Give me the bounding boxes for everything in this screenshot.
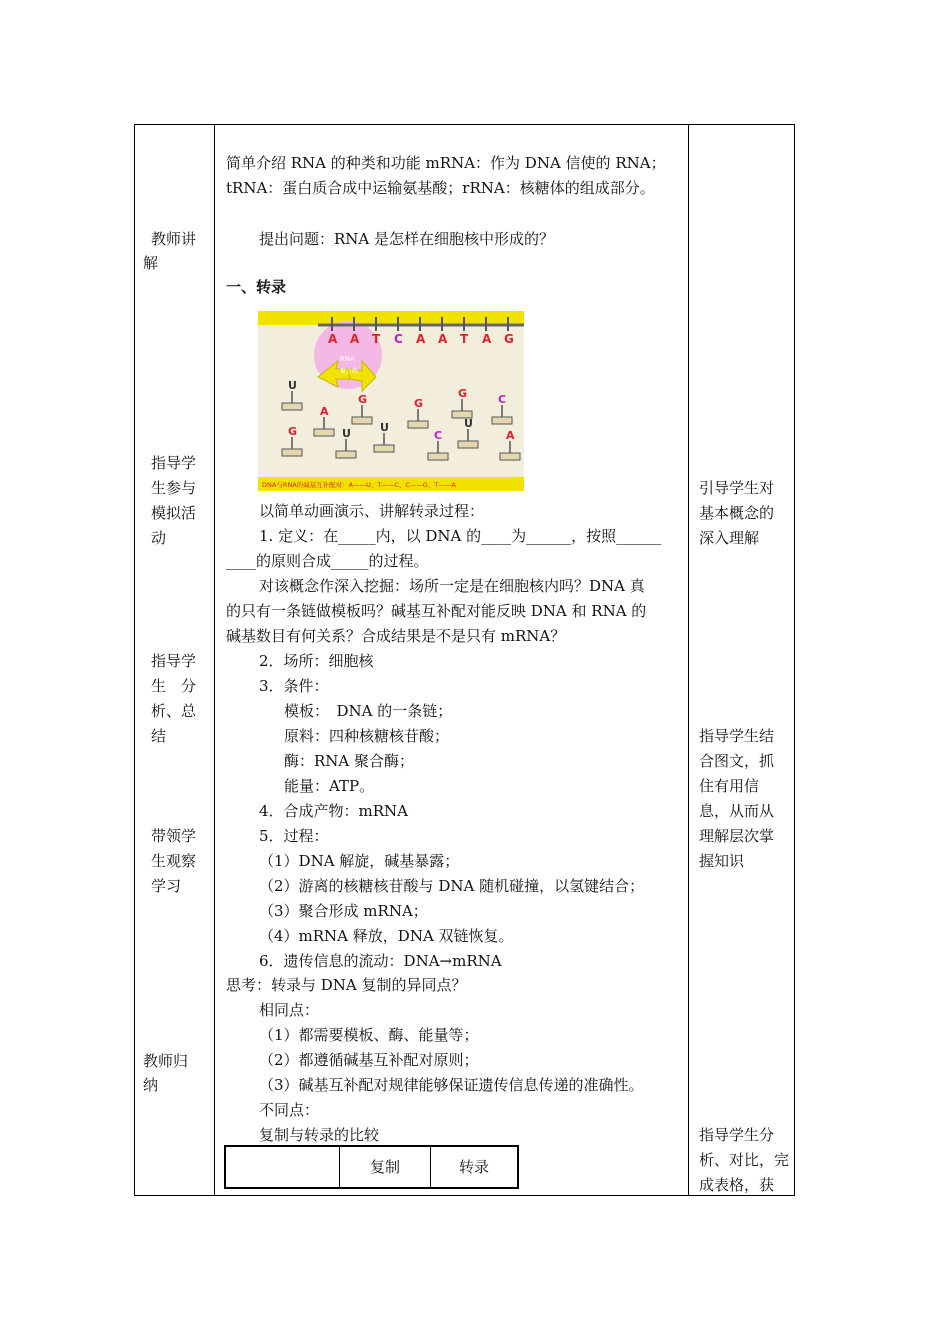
process-step-1: （1）DNA 解旋，碱基暴露； — [259, 852, 460, 870]
left-label-lead-observe-2: 生观察 — [151, 852, 197, 870]
definition-line-1: 1. 定义：在_____内，以 DNA 的____为______，按照______ — [259, 527, 662, 545]
section-title: 一、转录 — [226, 278, 287, 296]
think-text: 思考：转录与 DNA 复制的异同点？ — [226, 976, 467, 994]
figure-caption: DNA与RNA的碱基互补配对：A——U、T——C、C——G、T——A — [262, 481, 456, 489]
right-note-table-1: 指导学生分 — [699, 1126, 775, 1144]
nucleotide-sugar — [492, 417, 512, 424]
comparison-table — [224, 1145, 519, 1189]
nucleotide-sugar — [336, 451, 356, 458]
probe-line-2: 的只有一条链做模板吗？碱基互补配对能反映 DNA 和 RNA 的 — [226, 602, 647, 620]
template-base: A — [416, 332, 426, 346]
left-label-guide-simulate-4: 动 — [151, 529, 167, 547]
nucleotide-sugar — [458, 441, 478, 448]
left-label-lead-observe-1: 带领学 — [151, 827, 197, 845]
right-note-figure-2: 合图文，抓 — [699, 752, 775, 770]
nucleotide-sugar — [282, 449, 302, 456]
left-label-teacher-summary-1: 教师归 — [143, 1052, 189, 1070]
definition-line-2: ____的原则合成_____的过程。 — [226, 552, 429, 570]
template-base: G — [504, 332, 514, 346]
nucleotide-base: C — [498, 393, 507, 406]
nucleotide-sugar — [352, 417, 372, 424]
template-base: T — [460, 332, 469, 346]
site-text: 2．场所：细胞核 — [259, 652, 374, 670]
intro-line-2: tRNA：蛋白质合成中运输氨基酸；rRNA：核糖体的组成部分。 — [226, 179, 655, 197]
dna-strand-bar — [258, 311, 524, 325]
conditions-title: 3．条件： — [259, 677, 329, 695]
process-title: 5．过程： — [259, 827, 329, 845]
right-note-figure-5: 理解层次掌 — [699, 827, 775, 845]
animation-text: 以简单动画演示、讲解转录过程： — [259, 502, 485, 520]
same-point-2: （2）都遵循碱基互补配对原则； — [259, 1051, 479, 1069]
right-note-figure-1: 指导学生结 — [699, 727, 775, 745]
transcription-figure — [258, 311, 524, 491]
template-base: T — [372, 332, 381, 346]
process-step-2: （2）游离的核糖核苷酸与 DNA 随机碰撞，以氢键结合； — [259, 877, 645, 895]
right-note-concept-2: 基本概念的 — [699, 504, 775, 522]
right-note-figure-3: 住有用信 — [699, 777, 760, 795]
process-step-3: （3）聚合形成 mRNA； — [259, 902, 428, 920]
nucleotide-base: U — [464, 417, 473, 430]
left-label-teacher-explain-1: 教师讲 — [151, 230, 197, 248]
template-base: A — [438, 332, 448, 346]
probe-line-1: 对该概念作深入挖掘：场所一定是在细胞核内吗？DNA 真 — [259, 577, 645, 595]
nucleotide-base: U — [288, 379, 297, 392]
diff-title: 不同点： — [259, 1101, 320, 1119]
left-label-teacher-summary-2: 纳 — [143, 1076, 159, 1094]
flow-text: 6．遗传信息的流动：DNA→mRNA — [259, 952, 502, 970]
nucleotide-base: U — [342, 427, 351, 440]
nucleotide-base: G — [458, 387, 468, 400]
left-label-guide-simulate-2: 生参与 — [151, 479, 197, 497]
condition-template: 模板： DNA 的一条链； — [284, 702, 453, 720]
left-label-guide-analyze-1: 指导学 — [151, 652, 197, 670]
template-base: A — [328, 332, 338, 346]
nucleotide-sugar — [282, 403, 302, 410]
intro-line-1: 简单介绍 RNA 的种类和功能 mRNA：作为 DNA 信使的 RNA； — [226, 154, 666, 172]
column-divider-left — [214, 124, 215, 1196]
same-title: 相同点： — [259, 1001, 320, 1019]
left-label-lead-observe-3: 学习 — [151, 877, 182, 895]
nucleotide-base: G — [414, 397, 424, 410]
comparison-header-empty — [226, 1147, 339, 1187]
same-point-1: （1）都需要模板、酶、能量等； — [259, 1026, 479, 1044]
left-label-guide-analyze-4: 结 — [151, 727, 167, 745]
question-text: 提出问题：RNA 是怎样在细胞核中形成的？ — [259, 230, 555, 248]
comparison-header-replication: 复制 — [369, 1158, 400, 1176]
same-point-3: （3）碱基互补配对规律能够保证遗传信息传递的准确性。 — [259, 1076, 644, 1094]
nucleotide-base: C — [434, 429, 443, 442]
process-step-4: （4）mRNA 释放，DNA 双链恢复。 — [259, 927, 514, 945]
nucleotide-sugar — [428, 453, 448, 460]
nucleotide-sugar — [314, 429, 334, 436]
left-label-guide-simulate-1: 指导学 — [151, 454, 197, 472]
probe-line-3: 碱基数目有何关系？合成结果是不是只有 mRNA？ — [226, 627, 566, 645]
condition-enzyme: 酶：RNA 聚合酶； — [284, 752, 415, 770]
left-label-teacher-explain-2: 解 — [143, 254, 159, 272]
right-note-figure-6: 握知识 — [699, 852, 745, 870]
column-divider-right — [688, 124, 689, 1196]
enzyme-label-rna: RNA — [340, 355, 355, 363]
template-base: A — [350, 332, 360, 346]
left-label-guide-analyze-3: 析、总 — [151, 702, 197, 720]
right-note-table-3: 成表格，获 — [699, 1176, 775, 1194]
nucleotide-base: A — [320, 405, 329, 418]
comparison-header-transcription: 转录 — [458, 1158, 489, 1176]
nucleotide-sugar — [500, 453, 520, 460]
compare-title: 复制与转录的比较 — [259, 1126, 380, 1144]
nucleotide-sugar — [374, 445, 394, 452]
condition-energy: 能量：ATP。 — [284, 777, 375, 795]
nucleotide-sugar — [408, 421, 428, 428]
right-note-concept-3: 深入理解 — [699, 529, 760, 547]
right-note-figure-4: 息，从而从 — [699, 802, 775, 820]
left-label-guide-analyze-2: 生 分 — [151, 677, 197, 695]
nucleotide-base: U — [380, 421, 389, 434]
nucleotide-base: A — [506, 429, 515, 442]
nucleotide-base: G — [288, 425, 298, 438]
nucleotide-base: G — [358, 393, 368, 406]
left-label-guide-simulate-3: 模拟活 — [151, 504, 197, 522]
enzyme-label-polymerase: 聚合酶 — [340, 368, 359, 375]
right-note-table-2: 析、对比，完 — [699, 1151, 790, 1169]
template-base: C — [394, 332, 403, 346]
template-base: A — [482, 332, 492, 346]
condition-materials: 原料：四种核糖核苷酸； — [284, 727, 450, 745]
product-text: 4．合成产物：mRNA — [259, 802, 409, 820]
right-note-concept-1: 引导学生对 — [699, 479, 775, 497]
